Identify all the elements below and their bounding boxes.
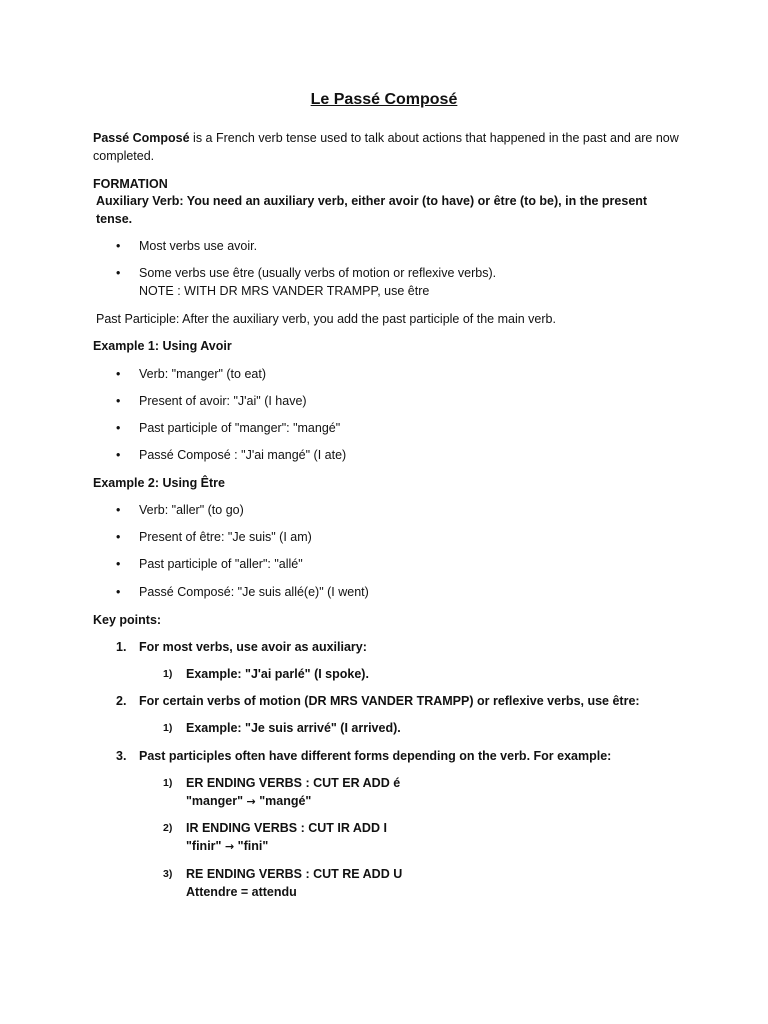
auxiliary-verb-text: Auxiliary Verb: You need an auxiliary verb, either avoir (to have) or être (to be), in the present tense. <box>96 194 648 226</box>
example-from: "finir" <box>186 839 222 853</box>
arrow-right-icon: → <box>246 795 256 808</box>
subitem-text: ER ENDING VERBS : CUT ER ADD é <box>186 776 401 790</box>
intro-text: is a French verb tense used to talk about actions that happened in the past and are now completed. <box>93 131 679 163</box>
intro-paragraph <box>93 129 683 165</box>
bullet-dot: • <box>116 448 121 462</box>
list-item-text: Present of avoir: "J'ai" (I have) <box>139 394 307 408</box>
list-item-text: Some verbs use être (usually verbs of motion or reflexive verbs). <box>139 266 497 280</box>
bullet-dot: • <box>116 367 121 381</box>
bullet-dot: • <box>116 585 121 599</box>
list-item-text: Verb: "manger" (to eat) <box>139 367 266 381</box>
key-points-heading: Key points: <box>93 613 162 627</box>
past-participle-text: Past Participle: After the auxiliary verb, you add the past participle of the main verb. <box>96 312 556 326</box>
subitem-text: RE ENDING VERBS : CUT RE ADD U <box>186 867 403 881</box>
list-item-text: Verb: "aller" (to go) <box>139 503 244 517</box>
subitem-number: 1) <box>163 668 173 680</box>
bullet-dot: • <box>116 266 121 280</box>
example-to: "mangé" <box>259 794 312 808</box>
list-item-text: Past participle of "aller": "allé" <box>139 557 303 571</box>
key-point-number: 2. <box>116 694 127 708</box>
key-point-text: For certain verbs of motion (DR MRS VANDER TRAMPP) or reflexive verbs, use être: <box>139 694 640 708</box>
subitem-example <box>186 792 311 811</box>
arrow-right-icon: → <box>224 840 235 853</box>
list-item-text: Passé Composé : "J'ai mangé" (I ate) <box>139 448 347 462</box>
bullet-dot: • <box>116 557 121 571</box>
subitem-number: 1) <box>163 722 173 734</box>
subitem-text: Example: "Je suis arrivé" (I arrived). <box>186 721 401 735</box>
list-item-text: Passé Composé: "Je suis allé(e)" (I went) <box>139 585 369 599</box>
example2-heading: Example 2: Using Être <box>93 476 225 490</box>
bullet-dot: • <box>116 394 121 408</box>
subitem-example <box>186 837 268 856</box>
intro-term: Passé Composé <box>93 131 190 145</box>
list-item-text: Present of être: "Je suis" (I am) <box>139 530 312 544</box>
subitem-number: 1) <box>163 777 173 789</box>
subitem-example: Attendre = attendu <box>186 885 297 899</box>
page-title: Le Passé Composé <box>310 91 458 108</box>
key-point-text: For most verbs, use avoir as auxiliary: <box>139 640 367 654</box>
bullet-dot: • <box>116 421 121 435</box>
example-from: "manger" <box>186 794 244 808</box>
subitem-number: 2) <box>163 822 173 834</box>
bullet-dot: • <box>116 239 121 253</box>
list-item-text: Most verbs use avoir. <box>139 239 258 253</box>
key-point-number: 3. <box>116 749 127 763</box>
key-point-number: 1. <box>116 640 127 654</box>
subitem-text: Example: "J'ai parlé" (I spoke). <box>186 667 369 681</box>
subitem-number: 3) <box>163 868 173 880</box>
example-to: "fini" <box>237 839 269 853</box>
formation-heading: FORMATION <box>93 177 168 191</box>
list-item-text: Past participle of "manger": "mangé" <box>139 421 341 435</box>
key-point-text: Past participles often have different forms depending on the verb. For example: <box>139 749 612 763</box>
bullet-dot: • <box>116 530 121 544</box>
subitem-text: IR ENDING VERBS : CUT IR ADD I <box>186 821 387 835</box>
note-text: NOTE : WITH DR MRS VANDER TRAMPP, use être <box>139 284 430 298</box>
example1-heading: Example 1: Using Avoir <box>93 339 232 353</box>
bullet-dot: • <box>116 503 121 517</box>
